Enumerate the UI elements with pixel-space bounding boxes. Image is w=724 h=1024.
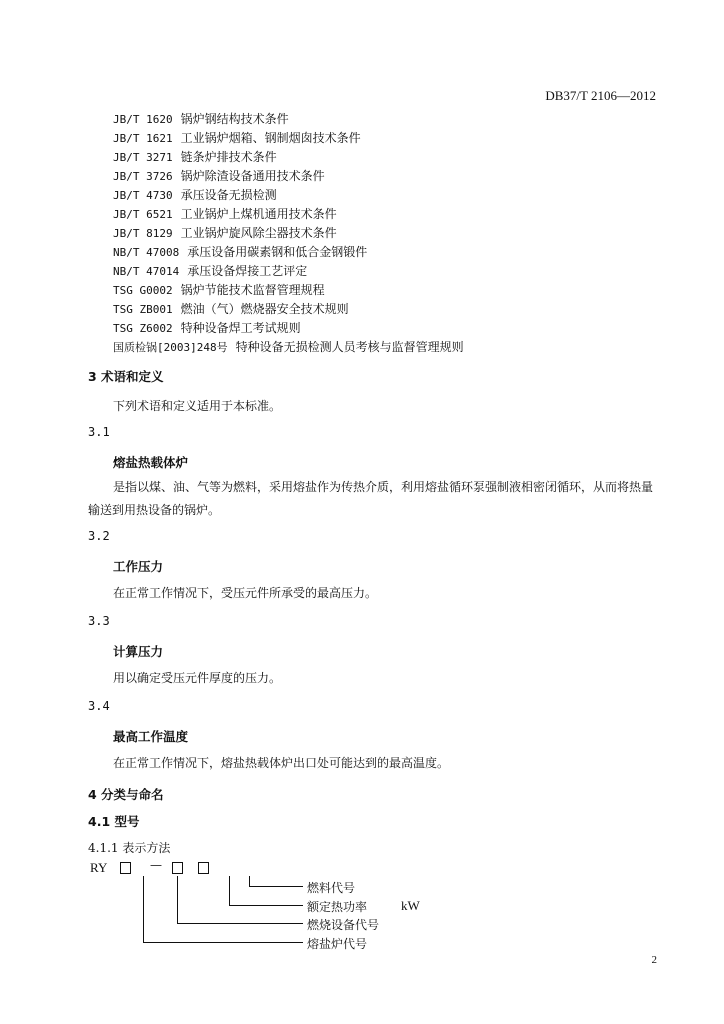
placeholder-box [198, 862, 209, 874]
connector-line [229, 905, 303, 906]
connector-line [249, 886, 303, 887]
section-3-intro: 下列术语和定义适用于本标准。 [113, 399, 282, 413]
model-dash: — [150, 858, 162, 872]
reference-code: 国质检锅[2003]248号 [113, 341, 228, 354]
reference-item [113, 243, 367, 260]
reference-code: JB/T 3271 [113, 151, 173, 164]
term-number: 3.3 [88, 614, 110, 628]
connector-line [143, 876, 144, 942]
reference-title: 工业锅炉上煤机通用技术条件 [180, 207, 337, 221]
rated-power-unit: kW [401, 898, 420, 913]
term-number: 3.4 [88, 699, 110, 713]
placeholder-box [172, 862, 183, 874]
connector-line [229, 876, 230, 905]
reference-title: 锅炉节能技术监督管理规程 [180, 283, 325, 297]
reference-item [113, 129, 361, 146]
reference-code: TSG ZB001 [113, 303, 173, 316]
connector-line [249, 876, 250, 886]
placeholder-box [120, 862, 131, 874]
term-title: 工作压力 [113, 559, 164, 574]
reference-code: JB/T 1620 [113, 113, 173, 126]
reference-code: JB/T 6521 [113, 208, 173, 221]
reference-title: 工业锅炉烟箱、钢制烟囱技术条件 [180, 131, 361, 145]
reference-item [113, 110, 289, 127]
page-number: 2 [651, 954, 657, 966]
reference-code: TSG Z6002 [113, 322, 173, 335]
reference-title: 链条炉排技术条件 [180, 150, 277, 164]
reference-item [113, 205, 337, 222]
reference-item [113, 167, 325, 184]
section-4-1-heading: 4.1 型号 [88, 814, 140, 829]
reference-code: JB/T 8129 [113, 227, 173, 240]
reference-title: 锅炉除渣设备通用技术条件 [180, 169, 325, 183]
reference-title: 承压设备焊接工艺评定 [187, 264, 308, 278]
term-title: 最高工作温度 [113, 729, 189, 744]
term-title: 熔盐热载体炉 [113, 455, 189, 470]
reference-item [113, 224, 337, 241]
connector-line [177, 923, 303, 924]
section-3-heading: 3 术语和定义 [88, 369, 164, 384]
reference-item [113, 281, 325, 298]
furnace-code-label: 熔盐炉代号 [307, 937, 368, 951]
reference-code: JB/T 4730 [113, 189, 173, 202]
model-prefix: RY [90, 860, 108, 875]
reference-title: 工业锅炉旋风除尘器技术条件 [180, 226, 337, 240]
reference-title: 锅炉钢结构技术条件 [180, 112, 289, 126]
term-number: 3.2 [88, 529, 110, 543]
term-title: 计算压力 [113, 644, 164, 659]
reference-title: 燃油（气）燃烧器安全技术规则 [180, 302, 349, 316]
reference-item [113, 262, 307, 279]
rated-power-label: 额定热功率 [307, 900, 368, 914]
combustion-equipment-label: 燃烧设备代号 [307, 918, 380, 932]
reference-code: JB/T 1621 [113, 132, 173, 145]
connector-line [177, 876, 178, 923]
reference-item [113, 300, 349, 317]
term-definition: 用以确定受压元件厚度的压力。 [113, 671, 282, 685]
reference-code: NB/T 47008 [113, 246, 180, 259]
term-number: 3.1 [88, 425, 110, 439]
fuel-code-label: 燃料代号 [307, 881, 356, 895]
reference-code: TSG G0002 [113, 284, 173, 297]
reference-item [113, 148, 277, 165]
reference-code: NB/T 47014 [113, 265, 180, 278]
reference-title: 承压设备用碳素钢和低合金钢锻件 [187, 245, 368, 259]
reference-title: 特种设备无损检测人员考核与监督管理规则 [235, 340, 464, 354]
reference-item [113, 338, 464, 355]
reference-code: JB/T 3726 [113, 170, 173, 183]
term-definition: 在正常工作情况下，受压元件所承受的最高压力。 [113, 586, 378, 600]
section-4-1-1-heading: 4.1.1 表示方法 [88, 841, 171, 855]
reference-title: 承压设备无损检测 [180, 188, 277, 202]
reference-title: 特种设备焊工考试规则 [180, 321, 301, 335]
reference-item [113, 319, 301, 336]
section-4-heading: 4 分类与命名 [88, 787, 164, 802]
term-definition: 是指以煤、油、气等为燃料，采用熔盐作为传热介质，利用熔盐循环泵强制液相密闭循环，从而将热量输送到用热设备的锅炉。 [88, 480, 654, 517]
term-definition: 在正常工作情况下，熔盐热载体炉出口处可能达到的最高温度。 [113, 756, 450, 770]
document-id-header: DB37/T 2106—2012 [545, 88, 656, 103]
reference-item [113, 186, 277, 203]
connector-line [143, 942, 303, 943]
